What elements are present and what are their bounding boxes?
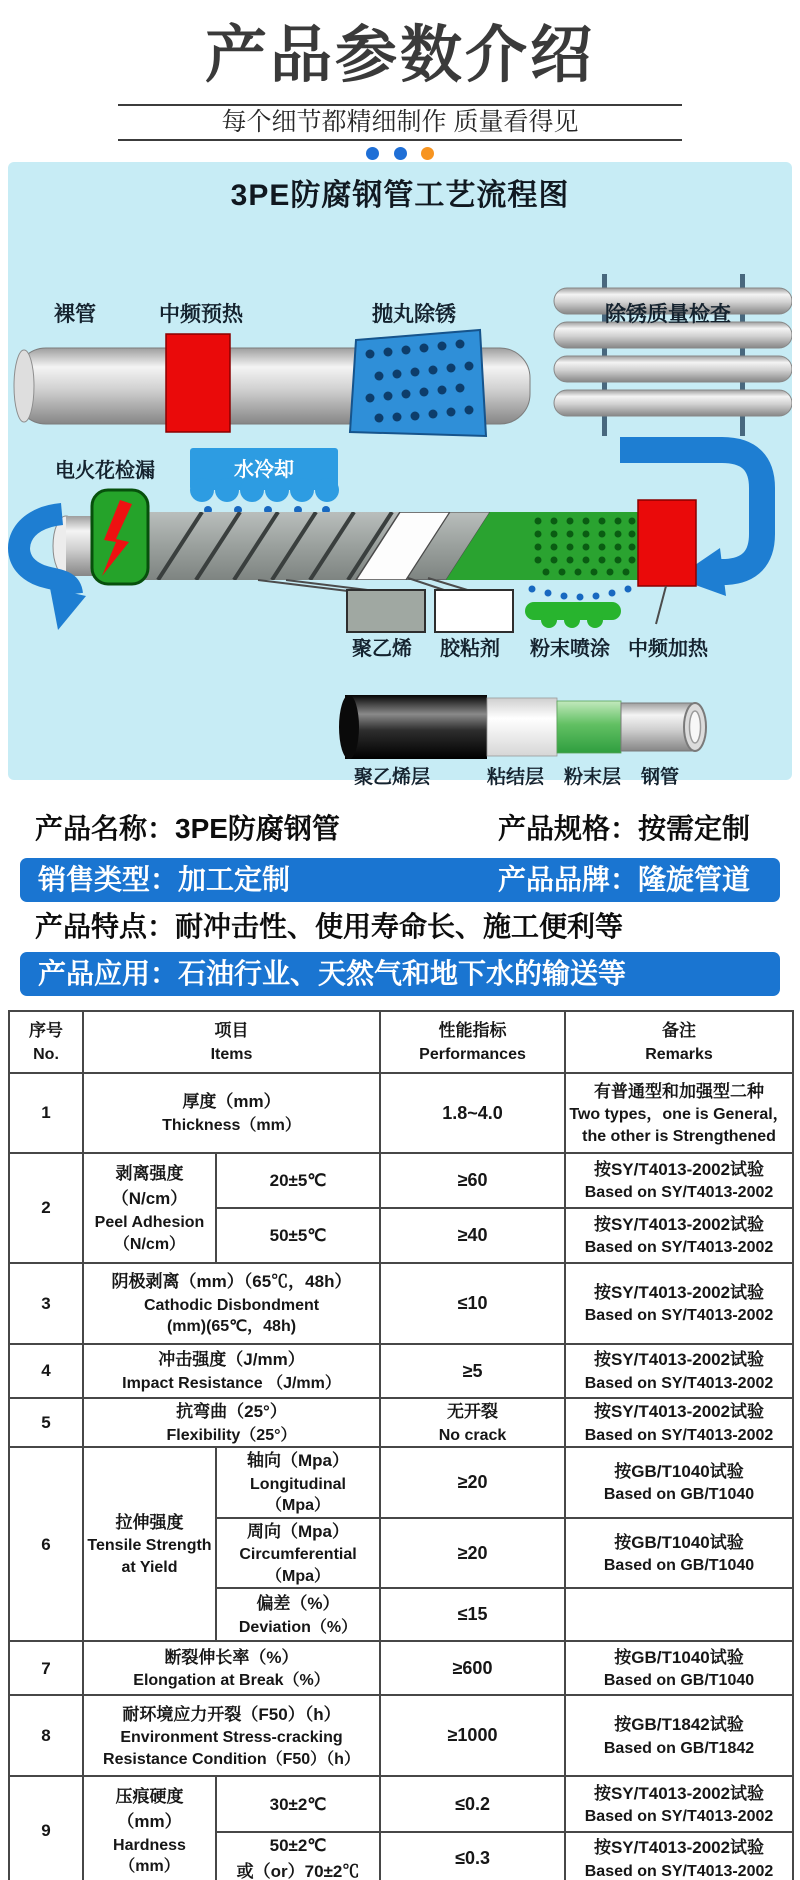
cell-no: 7	[9, 1641, 83, 1695]
cell-remark: 按SY/T4013-2002试验 Based on SY/T4013-2002	[565, 1153, 793, 1208]
cell-perf: ≤0.3	[380, 1832, 565, 1880]
induction-heater-box	[166, 334, 230, 432]
dot-icon	[394, 147, 407, 160]
cell-subitem: 周向（Mpa） Circumferential （Mpa）	[216, 1518, 380, 1589]
table-header-row	[9, 1011, 793, 1073]
cell-remark: 按GB/T1040试验 Based on GB/T1040	[565, 1518, 793, 1589]
cell-remark: 按SY/T4013-2002试验 Based on SY/T4013-2002	[565, 1832, 793, 1880]
table-row	[9, 1344, 793, 1398]
cell-remark: 按SY/T4013-2002试验 Based on SY/T4013-2002	[565, 1208, 793, 1263]
legend-powder-blob	[525, 602, 621, 628]
cell-remark: 按SY/T4013-2002试验 Based on SY/T4013-2002	[565, 1344, 793, 1398]
cell-item: 断裂伸长率（%） Elongation at Break（%）	[83, 1641, 380, 1695]
cell-no: 6	[9, 1447, 83, 1641]
parameter-table	[8, 1010, 792, 1880]
cell-item: 冲击强度（J/mm） Impact Resistance （J/mm）	[83, 1344, 380, 1398]
product-applications: 产品应用：石油行业、天然气和地下水的输送等	[38, 958, 627, 989]
cell-subitem: 偏差（%） Deviation（%）	[216, 1588, 380, 1641]
legend-label-pe: 聚乙烯	[352, 638, 412, 660]
cell-no: 1	[9, 1073, 83, 1153]
cell-item: 压痕硬度 （mm） Hardness（mm）	[83, 1776, 216, 1880]
col-header-items: 项目 Items	[83, 1011, 380, 1073]
spark-test-label: 电火花检漏	[55, 460, 155, 482]
cell-item: 阴极剥离（mm）（65℃，48h） Cathodic Disbondment (mm)(65℃，48h)	[83, 1263, 380, 1344]
product-name-row	[0, 806, 800, 852]
cell-item: 厚度（mm） Thickness（mm）	[83, 1073, 380, 1153]
cell-perf: ≤0.2	[380, 1776, 565, 1832]
table-row	[9, 1153, 793, 1208]
diagram-title: 3PE防腐钢管工艺流程图	[230, 179, 570, 212]
legend-label-heating: 中频加热	[628, 638, 708, 660]
table-row	[9, 1398, 793, 1447]
cell-perf: ≤10	[380, 1263, 565, 1344]
stage-label-inspection: 除锈质量检查	[605, 303, 731, 326]
cell-no: 9	[9, 1776, 83, 1880]
cell-no: 2	[9, 1153, 83, 1263]
cell-perf: ≤15	[380, 1588, 565, 1641]
cell-perf: 无开裂 No crack	[380, 1398, 565, 1447]
cell-no: 4	[9, 1344, 83, 1398]
product-feature-row	[0, 904, 800, 950]
page-title: 产品参数介绍	[204, 21, 595, 90]
shot-blast-unit	[350, 330, 486, 436]
dot-icon	[421, 147, 434, 160]
cell-remark	[565, 1588, 793, 1641]
cell-no: 8	[9, 1695, 83, 1776]
legend-label-adhesive: 胶粘剂	[440, 638, 500, 660]
product-spec: 产品规格：按需定制	[498, 813, 751, 844]
cell-remark: 按SY/T4013-2002试验 Based on SY/T4013-2002	[565, 1398, 793, 1447]
cell-remark: 按GB/T1040试验 Based on GB/T1040	[565, 1641, 793, 1695]
cell-perf: 1.8~4.0	[380, 1073, 565, 1153]
cell-no: 5	[9, 1398, 83, 1447]
product-features: 产品特点：耐冲击性、使用寿命长、施工便利等	[35, 911, 624, 942]
cell-perf: ≥60	[380, 1153, 565, 1208]
cell-perf: ≥1000	[380, 1695, 565, 1776]
stage-label-shot-blast: 抛丸除锈	[372, 303, 456, 326]
cell-subitem: 50±2℃ 或（or）70±2℃	[216, 1832, 380, 1880]
cell-item: 剥离强度 （N/cm） Peel Adhesion （N/cm）	[83, 1153, 216, 1263]
cell-subitem: 20±5℃	[216, 1153, 380, 1208]
layer-label-steel: 钢管	[641, 767, 680, 788]
legend-pe-box	[347, 590, 425, 632]
powder-spray-dots-icon	[529, 586, 632, 601]
table-row	[9, 1776, 793, 1832]
layer-label-pe: 聚乙烯层	[354, 767, 431, 788]
cell-subitem: 轴向（Mpa） Longitudinal （Mpa）	[216, 1447, 380, 1518]
cell-perf: ≥20	[380, 1447, 565, 1518]
cell-perf: ≥20	[380, 1518, 565, 1589]
table-row	[9, 1447, 793, 1518]
stage-label-preheat: 中频预热	[159, 303, 243, 326]
water-cooling-label: 水冷却	[234, 459, 294, 481]
table-row	[9, 1263, 793, 1344]
col-header-performances: 性能指标 Performances	[380, 1011, 565, 1073]
table-row	[9, 1695, 793, 1776]
cell-item: 抗弯曲（25°） Flexibility（25°）	[83, 1398, 380, 1447]
page-subtitle: 每个细节都精细制作 质量看得见	[221, 108, 579, 136]
layer-label-powder: 粉末层	[564, 767, 622, 788]
product-application-row	[20, 952, 780, 996]
cell-item: 拉伸强度 Tensile Strength at Yield	[83, 1447, 216, 1641]
sales-type-row	[20, 858, 780, 902]
cell-perf: ≥5	[380, 1344, 565, 1398]
cell-no: 3	[9, 1263, 83, 1344]
col-header-no: 序号 No.	[9, 1011, 83, 1073]
divider	[118, 139, 682, 141]
cell-remark: 按SY/T4013-2002试验 Based on SY/T4013-2002	[565, 1263, 793, 1344]
product-brand: 产品品牌：隆旋管道	[498, 864, 751, 895]
cell-remark: 按GB/T1842试验 Based on GB/T1842	[565, 1695, 793, 1776]
cell-remark: 按SY/T4013-2002试验 Based on SY/T4013-2002	[565, 1776, 793, 1832]
product-name: 产品名称：3PE防腐钢管	[35, 813, 340, 844]
sales-type: 销售类型：加工定制	[38, 864, 291, 895]
cell-perf: ≥40	[380, 1208, 565, 1263]
cell-remark: 有普通型和加强型二种 Two types，one is General， the other is Strengthened	[565, 1073, 793, 1153]
legend-label-powder: 粉末喷涂	[530, 638, 610, 660]
legend-adhesive-box	[435, 590, 513, 632]
spark-tester	[92, 490, 148, 584]
col-header-remarks: 备注 Remarks	[565, 1011, 793, 1073]
process-flow-diagram	[8, 162, 792, 788]
cell-perf: ≥600	[380, 1641, 565, 1695]
cell-remark: 按GB/T1040试验 Based on GB/T1040	[565, 1447, 793, 1518]
cell-subitem: 50±5℃	[216, 1208, 380, 1263]
dot-icon	[366, 147, 379, 160]
table-row	[9, 1641, 793, 1695]
cell-subitem: 30±2℃	[216, 1776, 380, 1832]
layered-pipe	[339, 695, 706, 759]
table-row	[9, 1073, 793, 1153]
heating-block	[638, 500, 696, 586]
cell-item: 耐环境应力开裂（F50）（h） Environment Stress-cracking Resistance Condition（F50）（h）	[83, 1695, 380, 1776]
layer-label-adhesive: 粘结层	[487, 767, 545, 788]
stage-label-bare-pipe: 裸管	[54, 303, 96, 326]
